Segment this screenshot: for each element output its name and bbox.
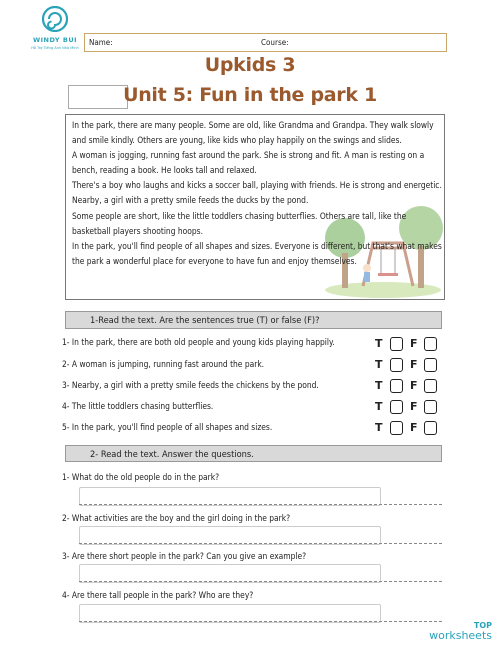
false-label: F	[410, 337, 418, 350]
false-label: F	[410, 421, 418, 434]
question: 4- Are there tall people in the park? Who are they?	[62, 590, 254, 600]
true-checkbox[interactable]	[390, 337, 403, 351]
footer-brand	[429, 621, 492, 641]
true-checkbox[interactable]	[390, 421, 403, 435]
swirl-logo-icon	[42, 6, 68, 32]
logo-tagline: Hỗ Trợ Tiếng Anh Nhà Mình	[31, 46, 79, 50]
logo-name: WINDY BUI	[32, 36, 78, 44]
true-label: T	[375, 421, 383, 434]
true-checkbox[interactable]	[390, 400, 403, 414]
false-checkbox[interactable]	[424, 379, 437, 393]
unit-title: Unit 5: Fun in the park 1	[123, 84, 377, 106]
course-label[interactable]: Course:	[261, 38, 289, 47]
true-label: T	[375, 379, 383, 392]
answer-line	[79, 504, 442, 505]
reading-passage	[72, 118, 442, 269]
passage-paragraph: In the park, there are many people. Some are old, like Grandma and Grandpa. They walk slowly and smile kindly. Others are young, like kids who play happily on the swings and slides.	[72, 120, 434, 146]
passage-paragraph: In the park, you'll find people of all shapes and sizes. Everyone is different, but that's what makes the park a wonderful place for everyone to have fun and enjoy themselves.	[72, 240, 442, 266]
false-checkbox[interactable]	[424, 337, 437, 351]
answer-line	[79, 543, 442, 544]
section2-heading: 2- Read the text. Answer the questions.	[65, 445, 442, 462]
false-checkbox[interactable]	[424, 400, 437, 414]
brand-top: TOP	[473, 621, 492, 630]
section1-heading: 1-Read the text. Are the sentences true (T) or false (F)?	[65, 311, 442, 329]
passage-paragraph: Some people are short, like the little toddlers chasing butterflies. Others are tall, like the basketball players shooting hoops.	[72, 210, 407, 236]
passage-paragraph: A woman is jogging, running fast around the park. She is strong and fit. A man is resting on a bench, reading a book. He looks tall and relaxed.	[72, 150, 425, 176]
true-label: T	[375, 358, 383, 371]
question: 1- What do the old people do in the park?	[62, 472, 220, 482]
passage-paragraph: There's a boy who laughs and kicks a soccer ball, playing with friends. He is strong and energetic. Nearby, a girl with a pretty smile feeds the ducks by the pond.	[72, 180, 442, 206]
name-course-bar	[84, 33, 447, 52]
false-label: F	[410, 379, 418, 392]
false-checkbox[interactable]	[424, 421, 437, 435]
false-checkbox[interactable]	[424, 358, 437, 372]
tf-statement: 2- A woman is jumping, running fast around the park.	[62, 359, 265, 369]
answer-line	[79, 621, 442, 622]
logo	[30, 6, 80, 60]
tf-statement: 5- In the park, you'll find people of all shapes and sizes.	[62, 422, 273, 432]
false-label: F	[410, 400, 418, 413]
tf-statement: 1- In the park, there are both old people and young kids playing happily.	[62, 337, 335, 347]
true-checkbox[interactable]	[390, 379, 403, 393]
tf-statement: 3- Nearby, a girl with a pretty smile feeds the chickens by the pond.	[62, 380, 319, 390]
tf-statement: 4- The little toddlers chasing butterflies.	[62, 401, 214, 411]
true-label: T	[375, 337, 383, 350]
brand-bottom: worksheets	[429, 629, 492, 642]
worksheet-title: Upkids 3	[204, 54, 296, 76]
question: 3- Are there short people in the park? Can you give an example?	[62, 551, 307, 561]
true-checkbox[interactable]	[390, 358, 403, 372]
answer-line	[79, 581, 442, 582]
name-label[interactable]: Name:	[89, 38, 113, 47]
question: 2- What activities are the boy and the girl doing in the park?	[62, 513, 291, 523]
false-label: F	[410, 358, 418, 371]
true-label: T	[375, 400, 383, 413]
